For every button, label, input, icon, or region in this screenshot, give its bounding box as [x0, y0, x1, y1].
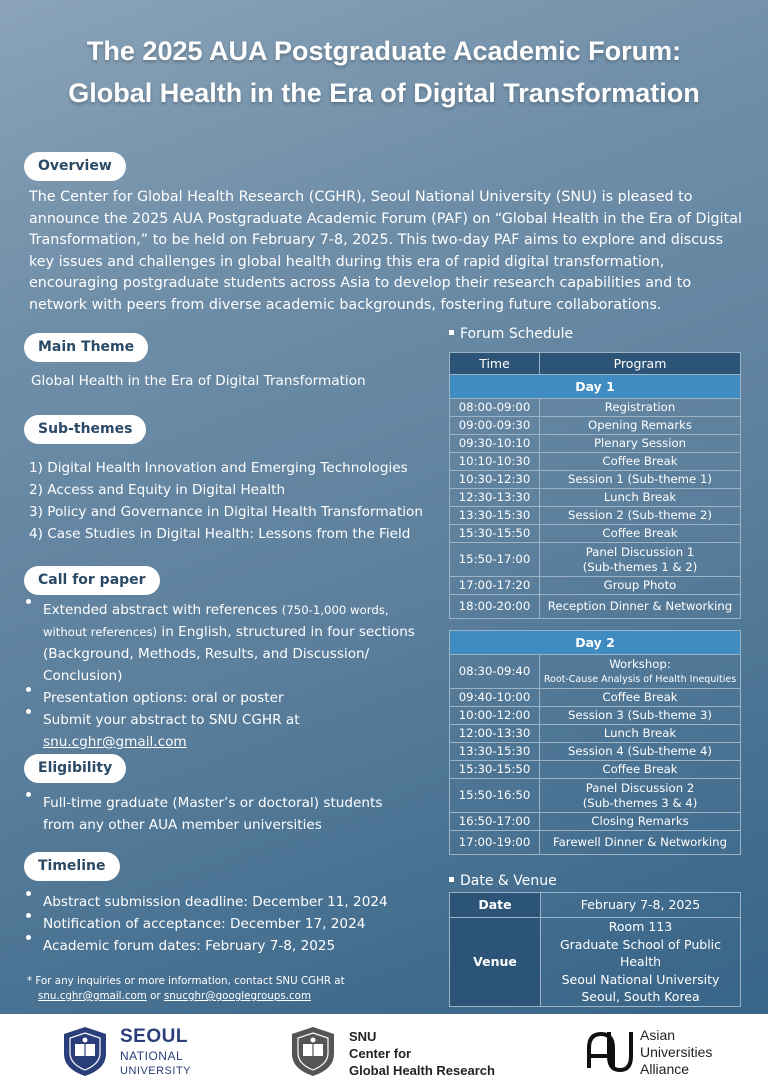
program-cell: Lunch Break: [540, 725, 741, 743]
program-line-1: Panel Discussion 2: [585, 780, 695, 795]
time-cell: 10:10-10:30: [450, 453, 540, 471]
cghr-logo-line-3: Global Health Research: [349, 1063, 495, 1078]
footnote: [27, 974, 345, 1004]
day-1-row: [450, 375, 741, 399]
list-item: [23, 599, 423, 687]
time-cell: 17:00-19:00: [450, 831, 540, 855]
program-line-1: Workshop:: [609, 656, 671, 671]
table-row: [450, 453, 741, 471]
time-cell: 08:30-09:40: [450, 655, 540, 689]
program-line-2: (Sub-themes 3 & 4): [582, 795, 698, 810]
eligibility-line-2: from any other AUA member universities: [43, 817, 322, 833]
program-cell: Coffee Break: [540, 761, 741, 779]
program-cell: [540, 779, 741, 813]
table-row: [450, 743, 741, 761]
time-cell: 13:30-15:30: [450, 507, 540, 525]
program-cell: Coffee Break: [540, 525, 741, 543]
program-cell: Group Photo: [540, 577, 741, 595]
overview-heading: Overview: [24, 152, 126, 181]
table-spacer: [450, 619, 741, 631]
table-row: [450, 435, 741, 453]
table-row: [450, 918, 741, 1007]
program-cell: [540, 543, 741, 577]
date-venue-table: [449, 892, 741, 1007]
list-item: 1) Digital Health Innovation and Emerging Technologies: [29, 460, 408, 476]
venue-line: Seoul National University: [561, 971, 720, 987]
day-1-label: Day 1: [450, 375, 741, 399]
list-item: Presentation options: oral or poster: [23, 687, 423, 709]
list-item: [23, 709, 423, 753]
footnote-email-1[interactable]: snu.cghr@gmail.com: [38, 990, 147, 1002]
date-value-cell: February 7-8, 2025: [541, 893, 741, 918]
time-cell: 17:00-17:20: [450, 577, 540, 595]
cfp-item3-text: Submit your abstract to SNU CGHR at: [43, 712, 300, 728]
snu-emblem-icon: [58, 1024, 112, 1078]
list-item: Abstract submission deadline: December 11, 2024: [23, 891, 388, 913]
table-row: [450, 399, 741, 417]
call-for-paper-heading: Call for paper: [24, 566, 160, 595]
time-cell: 09:40-10:00: [450, 689, 540, 707]
program-cell: Opening Remarks: [540, 417, 741, 435]
title-line-1: The 2025 AUA Postgraduate Academic Forum:: [86, 36, 682, 66]
program-line-2: (Sub-themes 1 & 2): [582, 559, 698, 574]
schedule-table: [449, 352, 741, 855]
list-item: 2) Access and Equity in Digital Health: [29, 482, 286, 498]
table-header-row: [450, 353, 741, 375]
footnote-or: or: [146, 990, 164, 1002]
table-row: [450, 831, 741, 855]
cghr-logo-line-1: SNU: [349, 1029, 377, 1044]
venue-line: Seoul, South Korea: [581, 989, 700, 1004]
cfp-item1-main: Extended abstract with references: [43, 602, 282, 618]
aua-logo-line-2: Universities: [640, 1044, 713, 1060]
program-cell: Registration: [540, 399, 741, 417]
program-cell: Closing Remarks: [540, 813, 741, 831]
program-cell: Reception Dinner & Networking: [540, 595, 741, 619]
program-line-2: Root-Cause Analysis of Health Inequities: [543, 673, 737, 685]
list-item: Notification of acceptance: December 17, 2024: [23, 913, 388, 935]
table-row: [450, 507, 741, 525]
time-cell: 10:30-12:30: [450, 471, 540, 489]
time-cell: 12:30-13:30: [450, 489, 540, 507]
venue-line: Graduate School of Public Health: [559, 936, 722, 969]
forum-schedule-heading: [449, 326, 573, 342]
time-cell: 18:00-20:00: [450, 595, 540, 619]
table-row: [450, 543, 741, 577]
table-row: [450, 707, 741, 725]
program-cell: Coffee Break: [540, 453, 741, 471]
eligibility-line-1: Full-time graduate (Master’s or doctoral) students: [43, 795, 383, 811]
date-venue-heading: [449, 873, 557, 889]
eligibility-heading: Eligibility: [24, 754, 126, 783]
program-cell: [540, 655, 741, 689]
footer-logos: [0, 1014, 768, 1086]
program-line-1: Panel Discussion 1: [585, 544, 695, 559]
program-cell: Plenary Session: [540, 435, 741, 453]
cghr-logo-line-2: Center for: [349, 1046, 412, 1061]
time-cell: 15:50-16:50: [450, 779, 540, 813]
date-label-cell: Date: [450, 893, 541, 918]
overview-text: The Center for Global Health Research (CGHR), Seoul National University (SNU) is pleased to announce the 2025 AUA Postgraduate Academic Forum (PAF) on “Global Health in the Era of Digital Transformation,” to be held on February 7-8, 2025. This two-day PAF aims to explore and discuss key issues and challenges in global health during this era of rapid digital transformation, encouraging postgraduate students across Asia to develop their research capabilities and to network with peers from diverse academic backgrounds, fostering future collaborations.: [29, 189, 742, 313]
program-cell: Lunch Break: [540, 489, 741, 507]
column-header-program: Program: [540, 353, 741, 375]
day-2-label: Day 2: [450, 631, 741, 655]
table-row: [450, 655, 741, 689]
program-cell: Session 2 (Sub-theme 2): [540, 507, 741, 525]
time-cell: 09:30-10:10: [450, 435, 540, 453]
aua-logo-line-3: Alliance: [640, 1061, 690, 1077]
day-2-row: [450, 631, 741, 655]
aua-logo-line-1: Asian: [640, 1027, 676, 1043]
snu-logo-line-3: UNIVERSITY: [120, 1065, 192, 1077]
title-line-2: Global Health in the Era of Digital Transformation: [68, 78, 700, 108]
table-row: [450, 577, 741, 595]
table-row: [450, 779, 741, 813]
cfp-item1-small: (750-1,000 words, without references): [43, 603, 389, 639]
date-venue-label: Date & Venue: [460, 873, 557, 889]
venue-line: Room 113: [608, 919, 673, 934]
time-cell: 13:30-15:30: [450, 743, 540, 761]
column-header-time: Time: [450, 353, 540, 375]
list-item: 3) Policy and Governance in Digital Health Transformation: [29, 504, 423, 520]
poster-title: [0, 30, 768, 114]
square-bullet-icon: [449, 877, 454, 882]
call-for-paper-list: [23, 599, 423, 753]
program-cell: Session 3 (Sub-theme 3): [540, 707, 741, 725]
footnote-line-1: * For any inquiries or more information, contact SNU CGHR at: [27, 975, 345, 987]
time-cell: 12:00-13:30: [450, 725, 540, 743]
time-cell: 09:00-09:30: [450, 417, 540, 435]
square-bullet-icon: [449, 330, 454, 335]
main-theme-heading: Main Theme: [24, 333, 148, 362]
program-cell: Session 1 (Sub-theme 1): [540, 471, 741, 489]
time-cell: 15:30-15:50: [450, 761, 540, 779]
venue-value-cell: [541, 918, 741, 1007]
program-cell: Coffee Break: [540, 689, 741, 707]
table-row: [450, 893, 741, 918]
cghr-emblem-icon: [286, 1024, 340, 1078]
table-row: [450, 689, 741, 707]
list-item: Academic forum dates: February 7-8, 2025: [23, 935, 388, 957]
eligibility-list: [23, 792, 382, 836]
table-row: [450, 761, 741, 779]
table-row: [450, 725, 741, 743]
program-cell: Farewell Dinner & Networking: [540, 831, 741, 855]
table-row: [450, 595, 741, 619]
timeline-list: [23, 891, 388, 957]
time-cell: 10:00-12:00: [450, 707, 540, 725]
timeline-heading: Timeline: [24, 852, 120, 881]
table-row: [450, 525, 741, 543]
list-item: [23, 792, 382, 836]
aua-logo-icon: [585, 1026, 635, 1076]
submission-email-link[interactable]: snu.cghr@gmail.com: [43, 734, 187, 750]
table-row: [450, 813, 741, 831]
sub-themes-list: [29, 457, 423, 545]
cfp-item1-rest: in English, structured in four sections (Background, Methods, Results, and Discussion/ Conclusion): [43, 624, 415, 684]
footnote-email-2[interactable]: snucghr@googlegroups.com: [163, 990, 311, 1002]
table-row: [450, 471, 741, 489]
time-cell: 16:50-17:00: [450, 813, 540, 831]
venue-label-cell: Venue: [450, 918, 541, 1007]
list-item: 4) Case Studies in Digital Health: Lessons from the Field: [29, 526, 411, 542]
table-row: [450, 417, 741, 435]
table-row: [450, 489, 741, 507]
time-cell: 15:30-15:50: [450, 525, 540, 543]
snu-logo-line-1: SEOUL: [120, 1026, 188, 1047]
main-theme-text: Global Health in the Era of Digital Transformation: [31, 373, 366, 389]
time-cell: 08:00-09:00: [450, 399, 540, 417]
program-cell: Session 4 (Sub-theme 4): [540, 743, 741, 761]
sub-themes-heading: Sub-themes: [24, 415, 146, 444]
snu-logo-line-2: NATIONAL: [120, 1049, 184, 1063]
forum-schedule-label: Forum Schedule: [460, 326, 574, 342]
time-cell: 15:50-17:00: [450, 543, 540, 577]
